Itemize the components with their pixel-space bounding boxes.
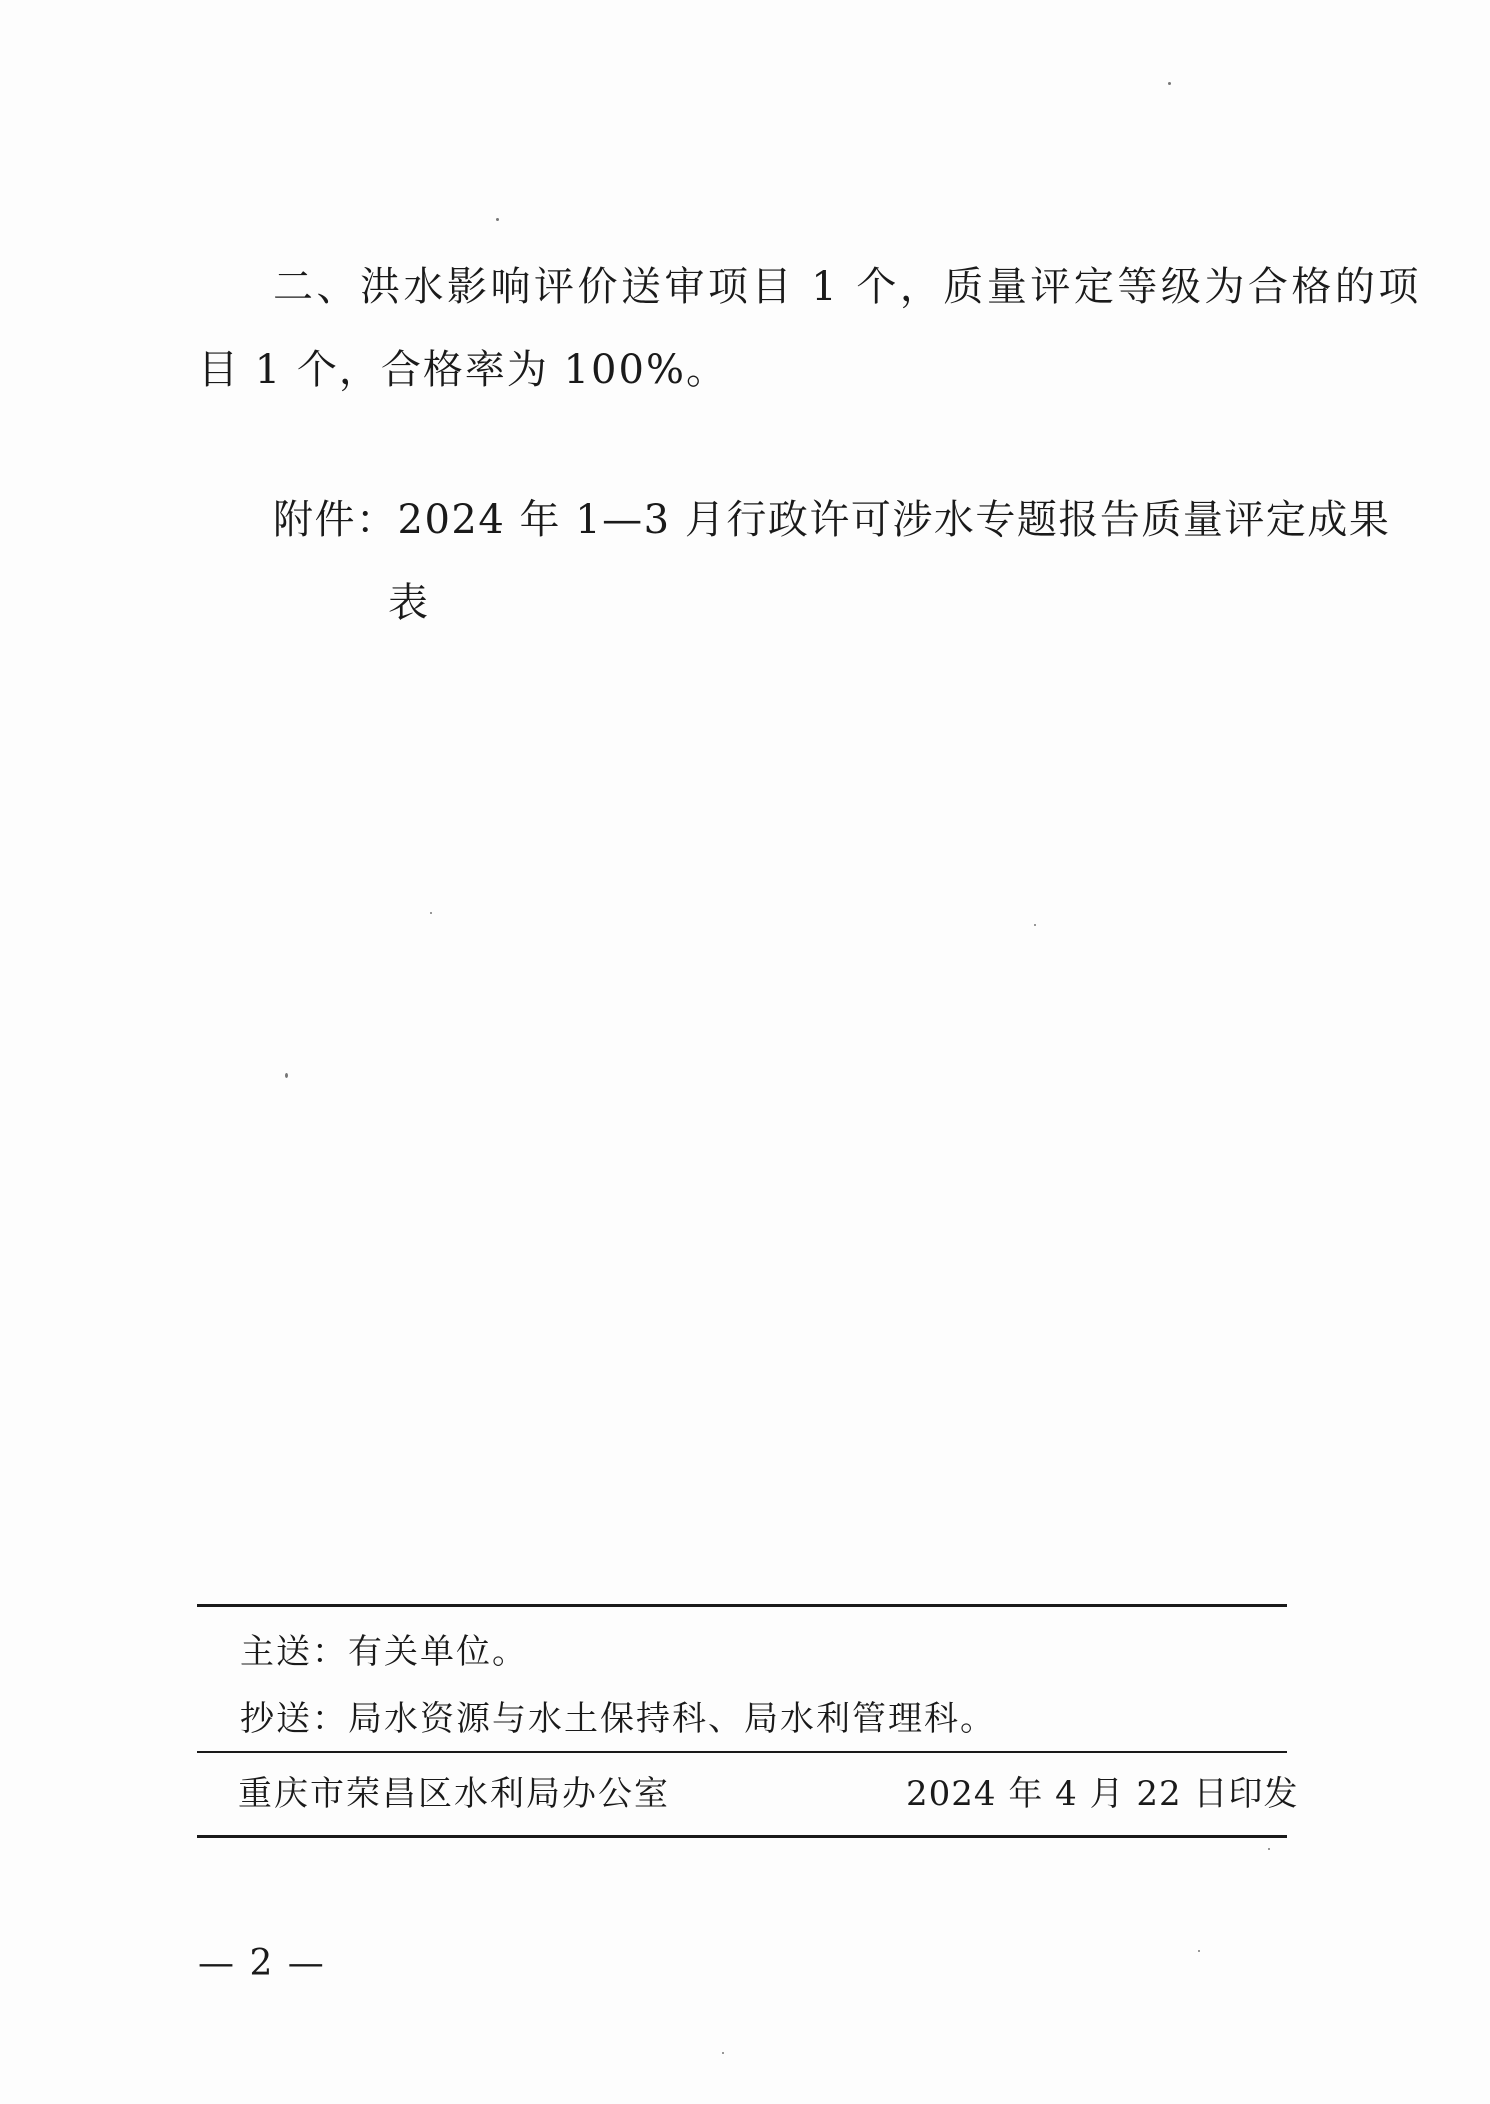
footer-rule-top — [197, 1604, 1287, 1607]
scan-speck — [1168, 82, 1171, 85]
issuing-office: 重庆市荣昌区水利局办公室 — [238, 1774, 670, 1814]
cc-recipients: 抄送：局水资源与水土保持科、局水利管理科。 — [240, 1699, 996, 1739]
attachment-text-line-2: 表 — [388, 580, 430, 626]
scan-speck — [496, 218, 499, 221]
issue-date: 2024 年 4 月 22 日印发 — [906, 1774, 1299, 1814]
footer-rule-bottom — [197, 1835, 1287, 1838]
main-recipients: 主送：有关单位。 — [240, 1632, 528, 1672]
footer-rule-middle — [197, 1751, 1287, 1753]
page-number: — 2 — — [198, 1943, 326, 1984]
scan-speck — [430, 912, 432, 914]
scan-speck — [1268, 1848, 1270, 1850]
scan-speck — [285, 1073, 288, 1078]
scan-speck — [722, 2052, 724, 2054]
attachment-text-line-1: 附件：2024 年 1—3 月行政许可涉水专题报告质量评定成果 — [273, 497, 1391, 543]
item-two-text-line-1: 二、洪水影响评价送审项目 1 个，质量评定等级为合格的项 — [273, 264, 1422, 310]
scan-speck — [1198, 1950, 1200, 1952]
scan-speck — [1034, 924, 1036, 926]
item-two-text-line-2: 目 1 个，合格率为 100%。 — [198, 347, 728, 393]
